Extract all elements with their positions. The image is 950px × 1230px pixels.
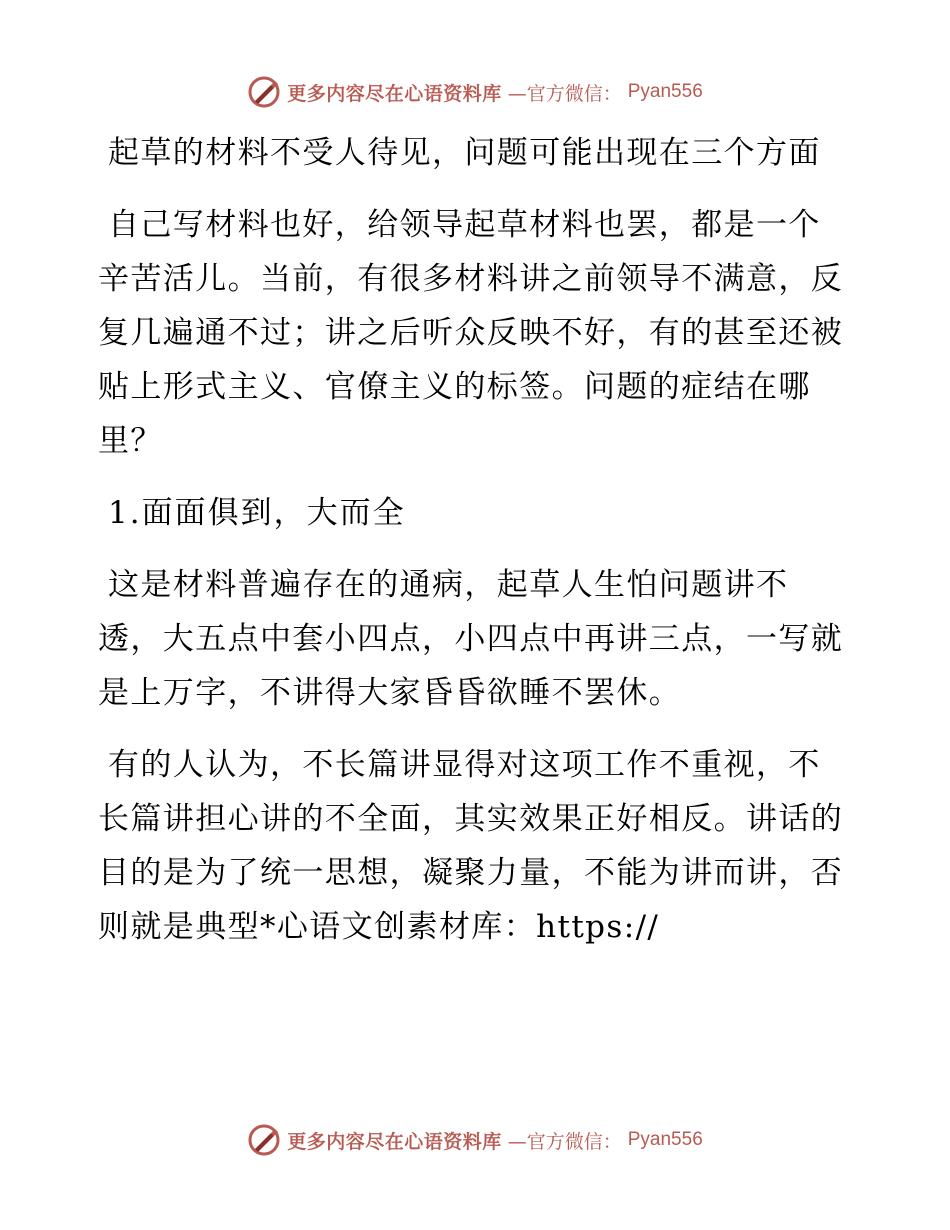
banner-separator: —官方微信：: [507, 82, 622, 105]
banner-text: 更多内容尽在心语资料库: [287, 82, 502, 105]
banner-separator: —官方微信：: [507, 1130, 622, 1153]
footer-watermark-banner: [0, 1120, 950, 1160]
title-paragraph: 起草的材料不受人待见，问题可能出现在三个方面: [108, 135, 821, 171]
pen-logo-icon: [247, 75, 281, 109]
pen-logo-icon: [247, 1123, 281, 1157]
section-heading-1: 1.面面俱到，大而全: [108, 495, 406, 531]
body-paragraph-2: 有的人认为，不长篇讲显得对这项工作不重视，不长篇讲担心讲的不全面，其实效果正好相反。讲话的目的是为了统一思想，凝聚力量，不能为讲而讲，否则就是典型*心语文创素材库：https://: [98, 747, 844, 945]
banner-wechat-id: Pyan556: [627, 81, 703, 102]
document-body: [98, 126, 850, 972]
header-watermark-banner: [0, 72, 950, 112]
banner-text: 更多内容尽在心语资料库: [287, 1130, 502, 1153]
intro-paragraph: 自己写材料也好，给领导起草材料也罢，都是一个辛苦活儿。当前，有很多材料讲之前领导不满意，反复几遍通不过；讲之后听众反映不好，有的甚至还被贴上形式主义、官僚主义的标签。问题的症结在哪里？: [98, 207, 844, 459]
banner-wechat-id: Pyan556: [627, 1129, 703, 1150]
body-paragraph-1: 这是材料普遍存在的通病，起草人生怕问题讲不透，大五点中套小四点，小四点中再讲三点，一写就是上万字，不讲得大家昏昏欲睡不罢休。: [98, 567, 844, 711]
